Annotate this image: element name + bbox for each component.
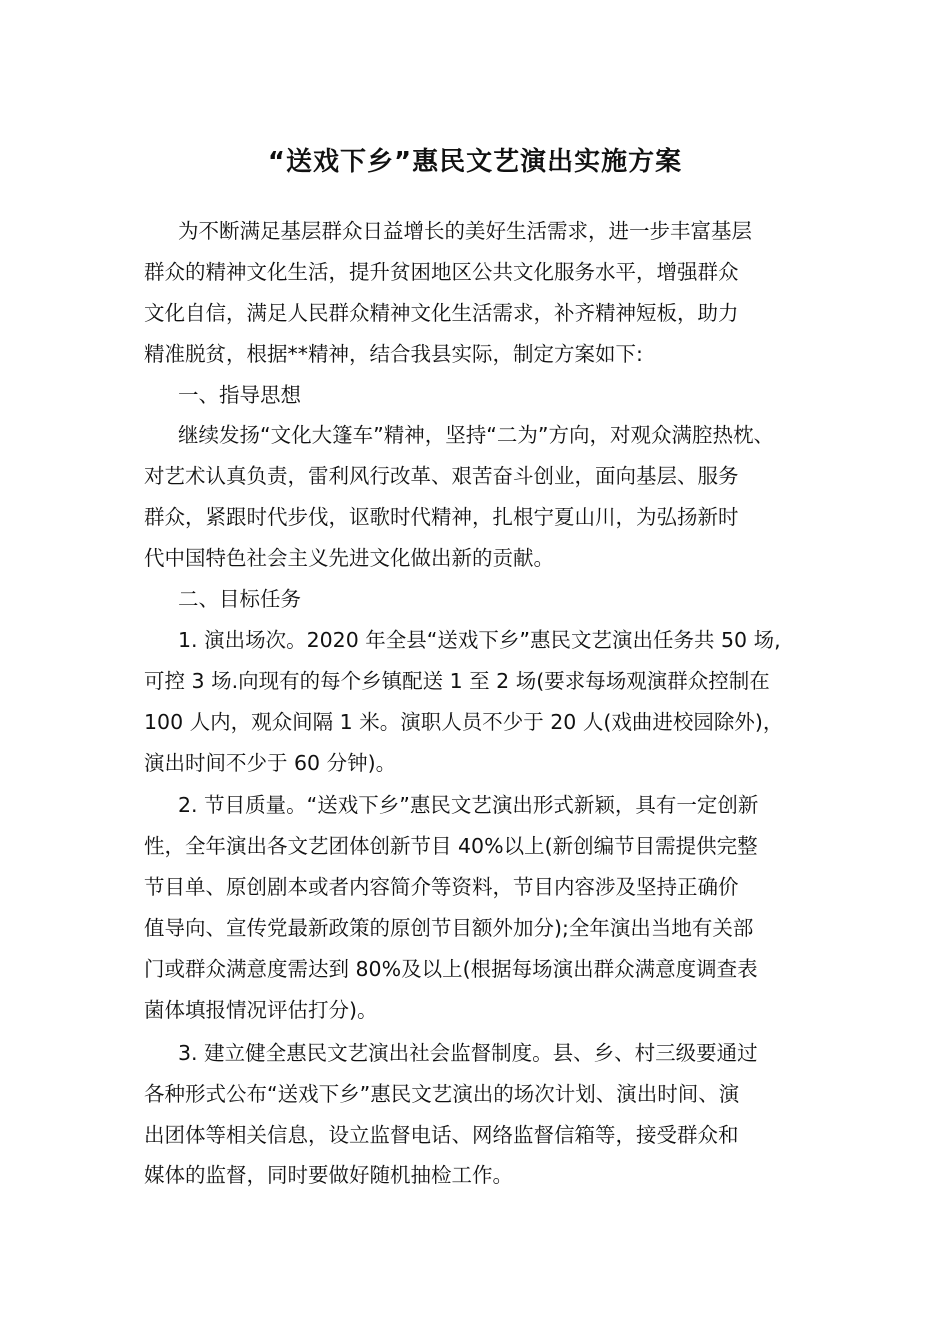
document-title: “送戏下乡”惠民文艺演出实施方案 [267, 147, 683, 177]
item-2-line-4: 值导向、宣传党最新政策的原创节目额外加分);全年演出当地有关部 [144, 916, 754, 941]
item-3-line-3: 出团体等相关信息，设立监督电话、网络监督信箱等，接受群众和 [144, 1122, 739, 1147]
item-2-line-1: 2. 节目质量。“送戏下乡”惠民文艺演出形式新颖，具有一定创新 [178, 793, 759, 818]
section-heading-guiding-ideology: 一、指导思想 [178, 382, 301, 407]
paragraph-intro-line-4: 精准脱贫，根据**精神，结合我县实际，制定方案如下: [144, 341, 643, 366]
item-2-line-3: 节目单、原创剧本或者内容简介等资料，节目内容涉及坚持正确价 [144, 875, 739, 900]
item-2-line-6: 菌体填报情况评估打分)。 [144, 997, 378, 1022]
paragraph-intro-line-1: 为不断满足基层群众日益增长的美好生活需求，进一步丰富基层 [178, 219, 752, 243]
item-1-line-4: 演出时间不少于 60 分钟)。 [144, 750, 397, 775]
item-1-line-2: 可控 3 场.向现有的每个乡镇配送 1 至 2 场(要求每场观演群众控制在 [144, 668, 770, 693]
item-3-line-1: 3. 建立健全惠民文艺演出社会监督制度。县、乡、村三级要通过 [178, 1040, 758, 1065]
section-heading-objectives: 二、目标任务 [178, 587, 301, 612]
paragraph-intro-line-3: 文化自信，满足人民群众精神文化生活需求，补齐精神短板，助力 [144, 300, 739, 325]
paragraph-guiding-line-1: 继续发扬“文化大篷车”精神，坚持“二为”方向，对观众满腔热枕、 [178, 423, 774, 448]
item-2-line-2: 性，全年演出各文艺团体创新节目 40%以上(新创编节目需提供完整 [144, 834, 758, 859]
paragraph-guiding-line-2: 对艺术认真负责，雷利风行改革、艰苦奋斗创业，面向基层、服务 [144, 464, 739, 489]
item-1-line-3: 100 人内，观众间隔 1 米。演职人员不少于 20 人(戏曲进校园除外)， [144, 709, 784, 734]
paragraph-intro-line-2: 群众的精神文化生活，提升贫困地区公共文化服务水平，增强群众 [144, 259, 739, 284]
item-2-line-5: 门或群众满意度需达到 80%及以上(根据每场演出群众满意度调查表 [144, 957, 758, 982]
document-body [144, 211, 824, 1196]
paragraph-guiding-line-4: 代中国特色社会主义先进文化做出新的贡献。 [144, 546, 554, 571]
paragraph-guiding-line-3: 群众，紧跟时代步伐，讴歌时代精神，扎根宁夏山川，为弘扬新时 [144, 505, 739, 530]
item-1-line-1: 1. 演出场次。2020 年全县“送戏下乡”惠民文艺演出任务共 50 场, [178, 627, 781, 652]
item-3-line-2: 各种形式公布“送戏下乡”惠民文艺演出的场次计划、演出时间、演 [144, 1081, 740, 1106]
item-3-line-4: 媒体的监督，同时要做好随机抽检工作。 [144, 1163, 513, 1188]
